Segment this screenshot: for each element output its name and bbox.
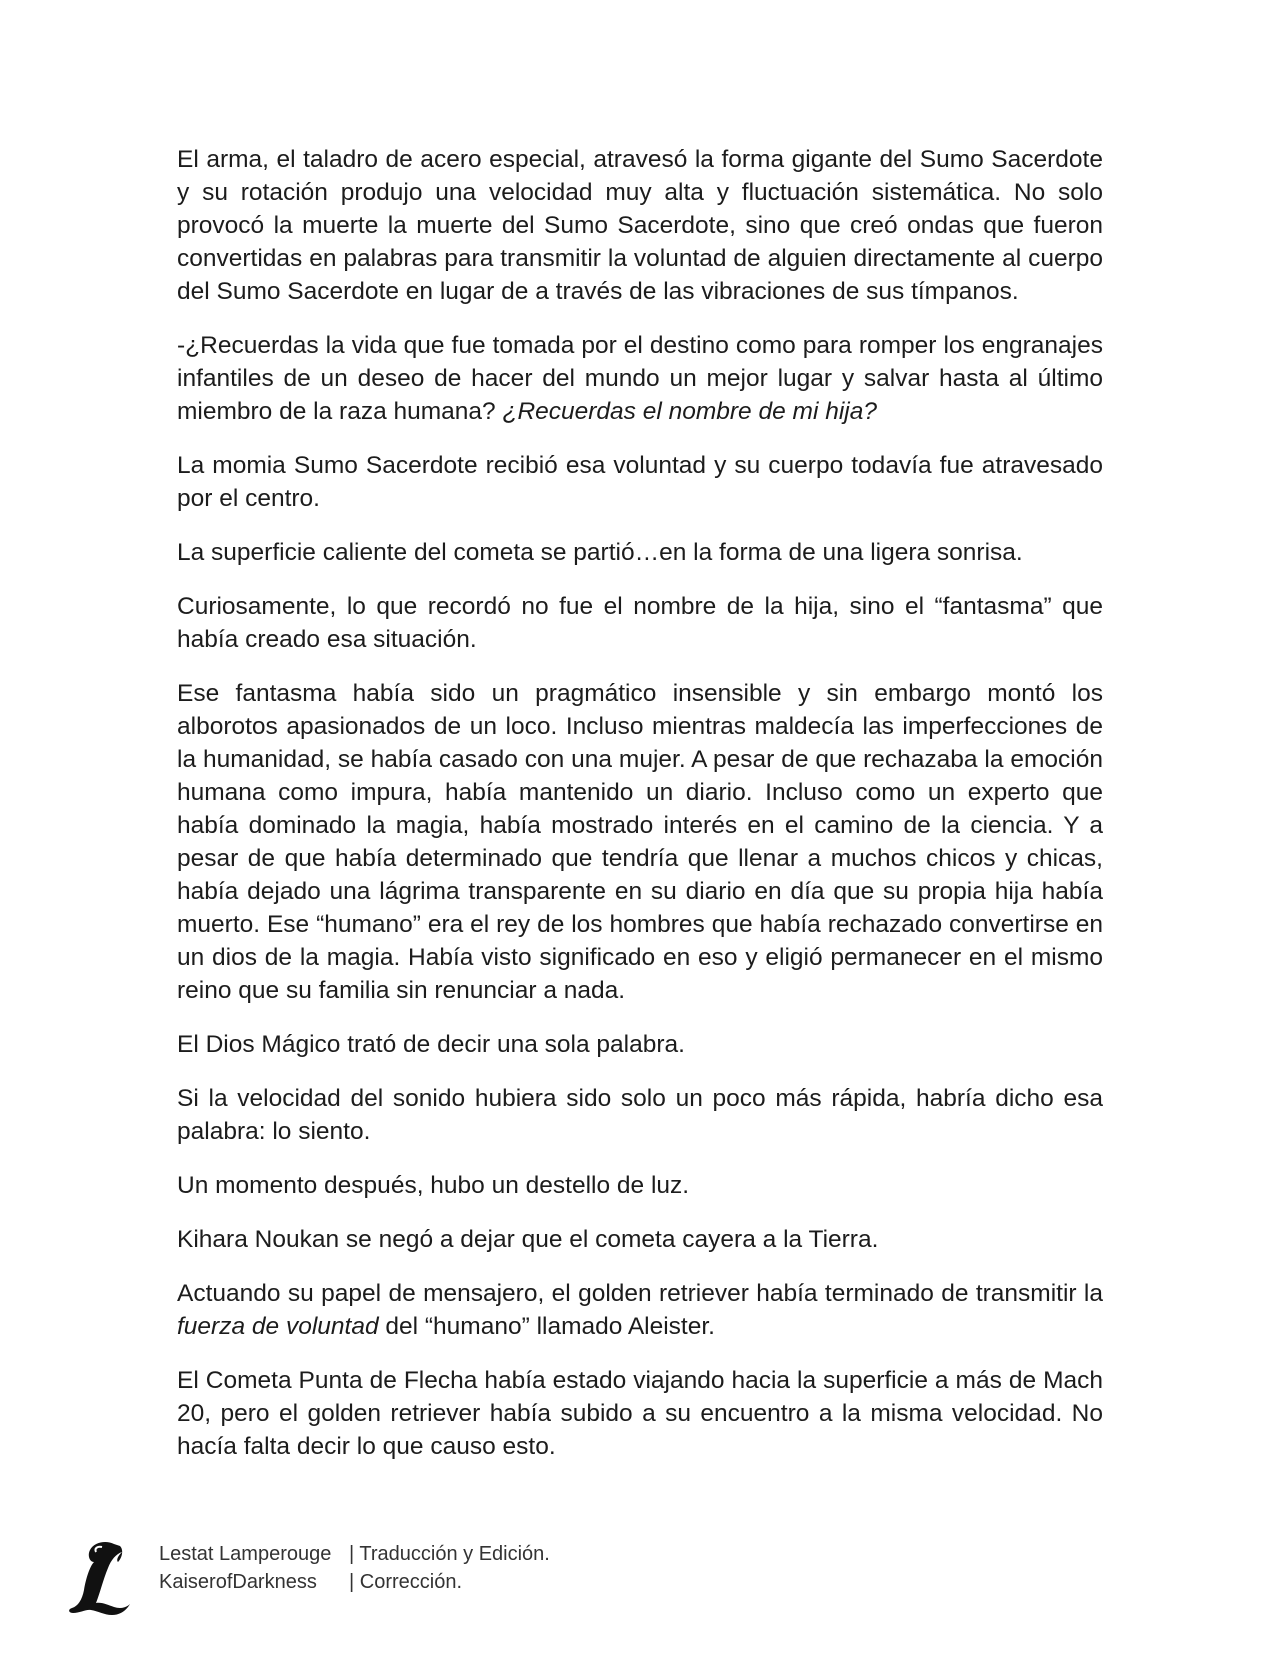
italic-text: ¿Recuerdas el nombre de mi hija? — [502, 398, 877, 425]
paragraph — [177, 677, 1103, 1007]
document-body — [177, 143, 1103, 1484]
paragraph — [177, 1028, 1103, 1061]
paragraph — [177, 329, 1103, 428]
paragraph-text: Curiosamente, lo que recordó no fue el nombre de la hija, sino el “fantasma” que había creado esa situación. — [177, 593, 1103, 653]
paragraph-text: Un momento después, hubo un destello de luz. — [177, 1172, 690, 1199]
credits — [159, 1540, 550, 1596]
paragraph-text: -¿Recuerdas la vida que fue tomada por el destino como para romper los engranajes infantiles de un deseo de hacer del mundo un mejor lugar y salvar hasta al último miembro de la raza humana? — [177, 332, 1103, 425]
paragraph — [177, 1223, 1103, 1256]
paragraph — [177, 449, 1103, 515]
paragraph-text: La momia Sumo Sacerdote recibió esa voluntad y su cuerpo todavía fue atravesado por el centro. — [177, 452, 1103, 512]
paragraph-text: Ese fantasma había sido un pragmático insensible y sin embargo montó los alborotos apasionados de un loco. Incluso mientras maldecía las imperfecciones de la humanidad, se había casado con una mujer. A pesar de que rechazaba la emoción humana como impura, había mantenido un diario. Incluso como un experto que había dominado la magia, había mostrado interés en el camino de la ciencia. Y a pesar de que había determinado que tendría que llenar a muchos chicos y chicas, había dejado una lágrima transparente en su diario en día que su propia hija había muerto. Ese “humano” era el rey de los hombres que había rechazado convertirse en un dios de la magia. Había visto significado en eso y eligió permanecer en el mismo reino que su familia sin renunciar a nada. — [177, 680, 1103, 1004]
credit-role: | Traducción y Edición. — [349, 1543, 550, 1565]
paragraph-text: del “humano” llamado Aleister. — [378, 1313, 715, 1340]
footer — [64, 1538, 764, 1638]
credit-name: Lestat Lamperouge — [159, 1543, 332, 1565]
paragraph — [177, 1277, 1103, 1343]
l-logo-icon — [66, 1538, 136, 1618]
paragraph — [177, 1082, 1103, 1148]
italic-text: fuerza de voluntad — [177, 1313, 379, 1340]
credit-name: KaiserofDarkness — [159, 1571, 317, 1593]
paragraph — [177, 1169, 1103, 1202]
credit-line — [159, 1540, 550, 1568]
paragraph — [177, 536, 1103, 569]
paragraph-text: La superficie caliente del cometa se partió…en la forma de una ligera sonrisa. — [177, 539, 1023, 566]
paragraph — [177, 143, 1103, 308]
paragraph — [177, 590, 1103, 656]
paragraph-text: El Dios Mágico trató de decir una sola palabra. — [177, 1031, 685, 1058]
paragraph-text: El arma, el taladro de acero especial, atravesó la forma gigante del Sumo Sacerdote y su rotación produjo una velocidad muy alta y fluctuación sistemática. No solo provocó la muerte la muerte del Sumo Sacerdote, sino que creó ondas que fueron convertidas en palabras para transmitir la voluntad de alguien directamente al cuerpo del Sumo Sacerdote en lugar de a través de las vibraciones de sus tímpanos. — [177, 146, 1103, 305]
paragraph-text: Si la velocidad del sonido hubiera sido solo un poco más rápida, habría dicho esa palabra: lo siento. — [177, 1085, 1103, 1145]
paragraph-text: Kihara Noukan se negó a dejar que el cometa cayera a la Tierra. — [177, 1226, 879, 1253]
paragraph-text: El Cometa Punta de Flecha había estado viajando hacia la superficie a más de Mach 20, pero el golden retriever había subido a su encuentro a la misma velocidad. No hacía falta decir lo que causo esto. — [177, 1367, 1103, 1460]
credit-line — [159, 1568, 550, 1596]
credit-role: | Corrección. — [349, 1571, 463, 1593]
paragraph-text: Actuando su papel de mensajero, el golden retriever había terminado de transmitir la — [177, 1280, 1103, 1307]
paragraph — [177, 1364, 1103, 1463]
